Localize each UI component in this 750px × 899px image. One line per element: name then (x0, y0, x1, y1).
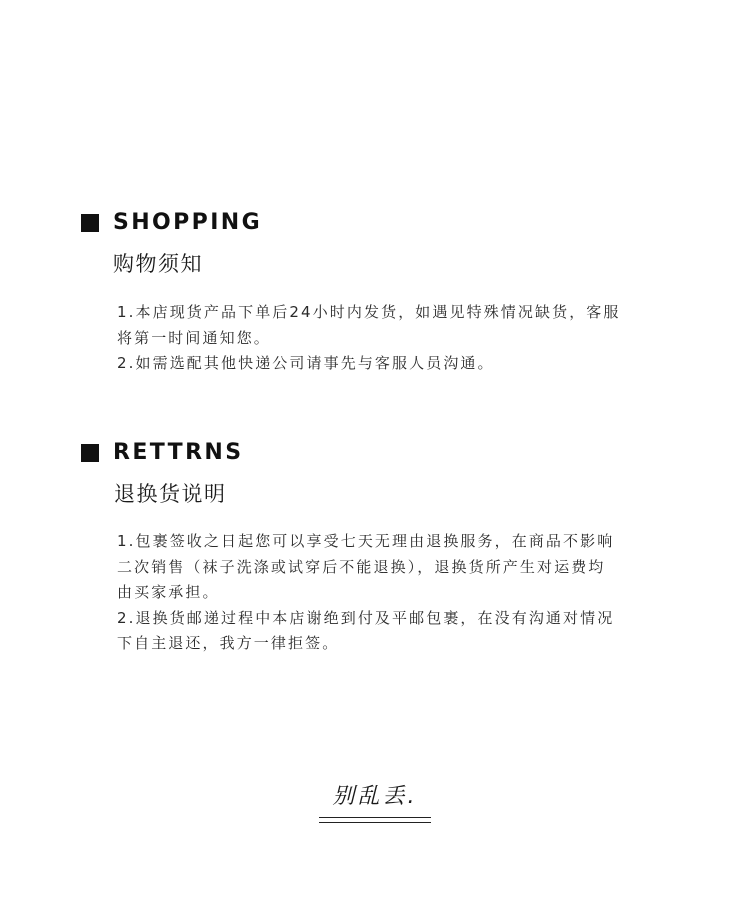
note-line: 1.本店现货产品下单后24小时内发货，如遇见特殊情况缺货，客服 (117, 303, 621, 321)
note-line: 1.包裹签收之日起您可以享受七天无理由退换服务，在商品不影响 (117, 532, 615, 550)
shopping-heading: SHOPPING (113, 210, 263, 235)
returns-heading: RETTRNS (113, 440, 244, 465)
shopping-subheading: 购物须知 (113, 252, 203, 276)
footer-double-underline (319, 817, 431, 823)
returns-subheading: 退换货说明 (114, 482, 227, 506)
note-line: 2.如需选配其他快递公司请事先与客服人员沟通。 (117, 354, 495, 372)
square-bullet-icon (81, 444, 99, 462)
note-line: 2.退换货邮递过程中本店谢绝到付及平邮包裹，在没有沟通对情况 (117, 608, 615, 627)
note-line: 二次销售（袜子洗涤或试穿后不能退换），退换货所产生对运费均 (117, 557, 606, 576)
returns-notes (117, 529, 614, 657)
footer-slogan: 别乱丢. (332, 784, 418, 809)
note-line: 将第一时间通知您。 (117, 328, 271, 347)
shopping-notes (117, 300, 621, 377)
square-bullet-icon (81, 214, 99, 232)
note-line: 由买家承担。 (117, 583, 220, 601)
note-line: 下自主退还，我方一律拒签。 (117, 634, 340, 652)
shopping-header (81, 208, 262, 238)
returns-header (81, 438, 244, 468)
